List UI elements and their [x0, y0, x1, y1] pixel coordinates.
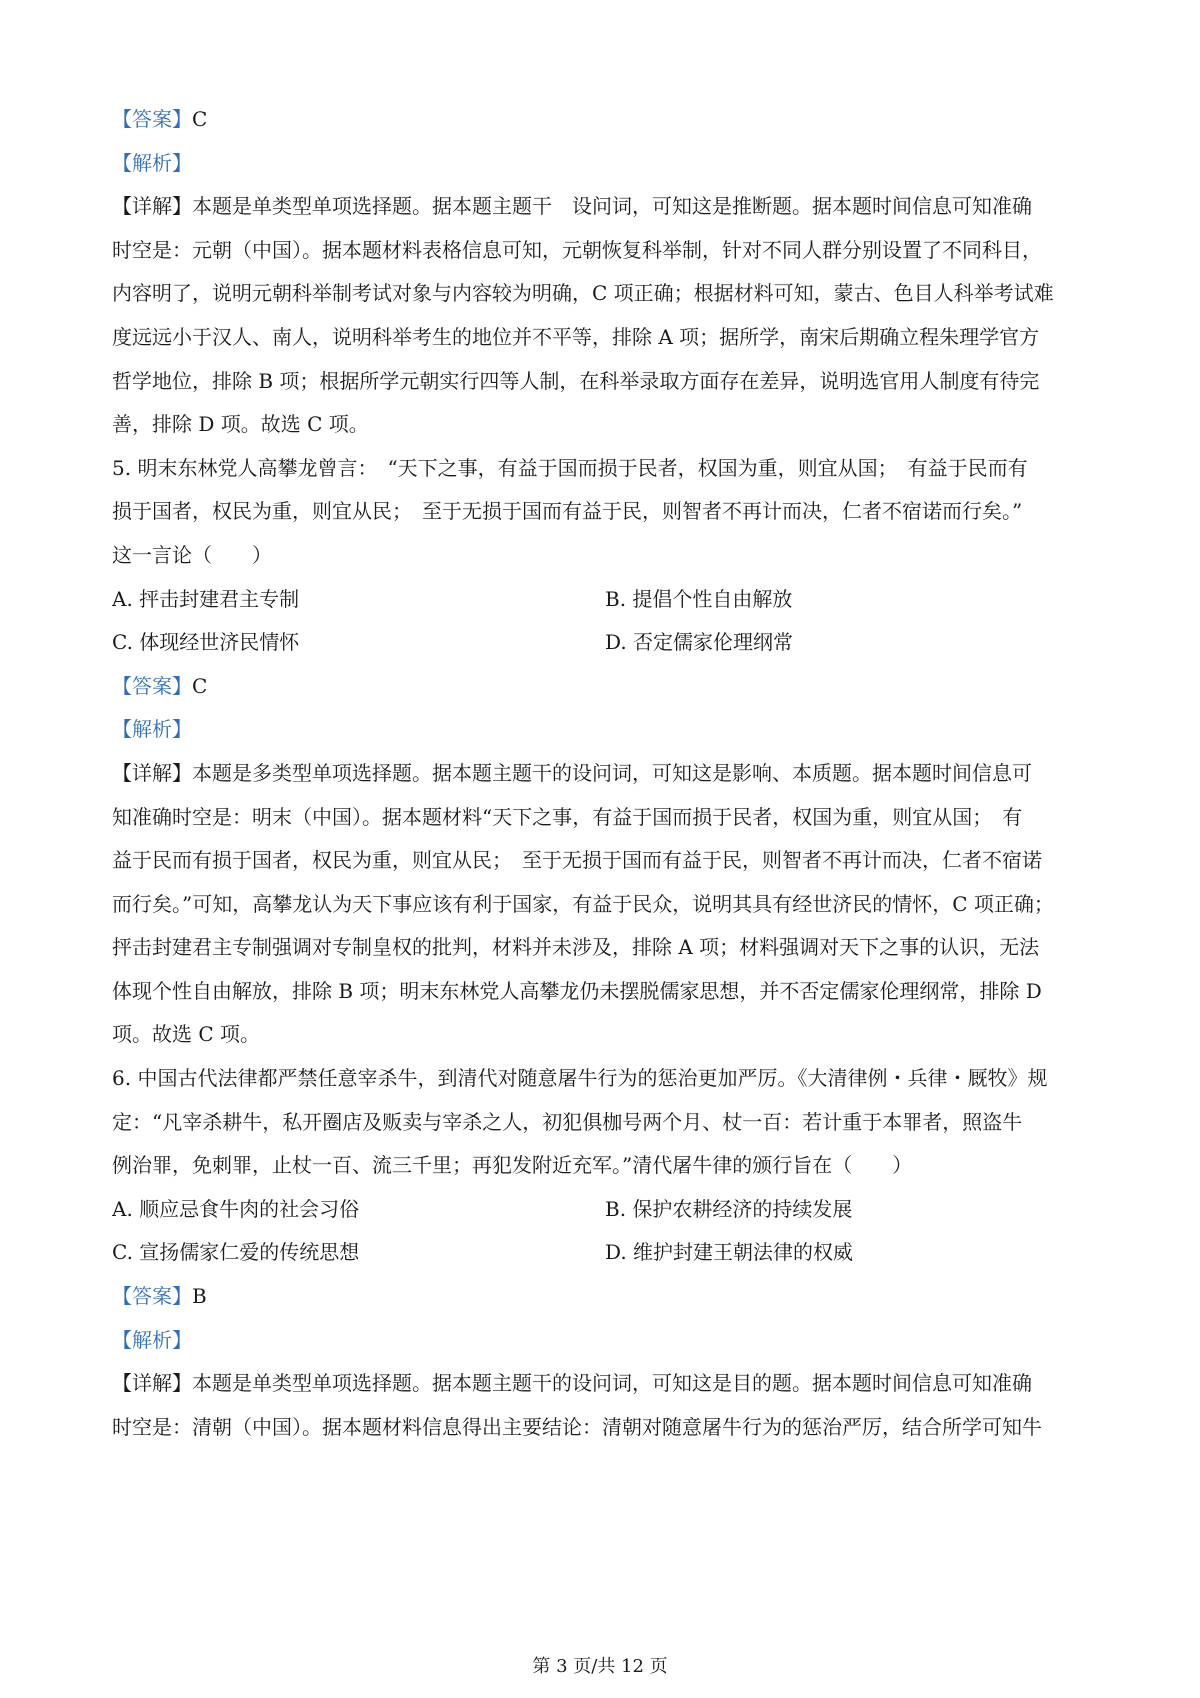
detail-text-line: 时空是：清朝（中国）。据本题材料信息得出主要结论：清朝对随意屠牛行为的惩治严厉，结合所学可知牛 — [112, 1414, 1042, 1439]
question-text-line: 5. 明末东林党人高攀龙曾言： “天下之事，有益于国而损于民者，权国为重，则宜从国； 有益于民而有 — [112, 455, 1028, 480]
page-footer: 第 3 页/共 12 页 — [532, 1656, 668, 1677]
answer-tag: 【答案】 — [112, 107, 192, 131]
options-row — [112, 578, 1108, 622]
analysis-line — [112, 1319, 1108, 1363]
detail-text-line: 体现个性自由解放，排除 B 项；明末东林党人高攀龙仍未摆脱儒家思想，并不否定儒家伦理纲常，排除 D — [112, 978, 1042, 1003]
option-choice: C. 宣扬儒家仁爱的传统思想 — [112, 1240, 360, 1265]
detail-text-line: 度远远小于汉人、南人，说明科举考生的地位并不平等，排除 A 项；据所学，南宋后期确立程朱理学官方 — [112, 324, 1040, 349]
detail-text-line: 而行矣。”可知，高攀龙认为天下事应该有利于国家，有益于民众，说明其具有经世济民的情怀，C 项正确； — [112, 891, 1054, 916]
detail-text-line: 善，排除 D 项。故选 C 项。 — [112, 412, 369, 437]
detail-text-line: 【详解】本题是单类型单项选择题。据本题主题干 设问词，可知这是推断题。据本题时间信息可知准确 — [112, 194, 1032, 219]
answer-tag: 【答案】 — [112, 1284, 192, 1309]
options-row — [112, 1188, 1108, 1232]
question-text-line: 损于国者，权民为重，则宜从民； 至于无损于国而有益于民，则智者不再计而决，仁者不宿诺而行矣。” — [112, 499, 1023, 524]
answer-line — [112, 665, 1108, 709]
analysis-line — [112, 708, 1108, 752]
option-choice: D. 维护封建王朝法律的权威 — [605, 1240, 854, 1265]
options-row — [112, 621, 1108, 665]
answer-tag: 【答案】 — [112, 673, 192, 698]
options-row — [112, 1231, 1108, 1275]
question-text-line: 6. 中国古代法律都严禁任意宰杀牛，到清代对随意屠牛行为的惩治更加严厉。《大清律例・兵律・厩牧》规 — [112, 1066, 1048, 1091]
detail-text-line: 项。故选 C 项。 — [112, 1022, 261, 1047]
page-content — [112, 98, 1108, 1449]
answer-line — [112, 1275, 1108, 1319]
analysis-tag: 【解析】 — [112, 1327, 192, 1352]
detail-text-line: 【详解】本题是多类型单项选择题。据本题主题干的设问词，可知这是影响、本质题。据本题时间信息可 — [112, 760, 1032, 785]
detail-text-line: 内容明了，说明元朝科举制考试对象与内容较为明确，C 项正确；根据材料可知，蒙古、色目人科举考试难 — [112, 281, 1054, 306]
detail-text-line: 时空是：元朝（中国）。据本题材料表格信息可知，元朝恢复科举制，针对不同人群分别设置了不同科目， — [112, 237, 1042, 262]
detail-text-line: 益于民而有损于国者，权民为重，则宜从民； 至于无损于国而有益于民，则智者不再计而决，仁者不宿诺 — [112, 848, 1042, 873]
question-text-line: 例治罪，免刺罪，止杖一百、流三千里；再犯发附近充军。”清代屠牛律的颁行旨在（ ） — [112, 1153, 913, 1178]
answer-value: B — [192, 1284, 207, 1309]
analysis-tag: 【解析】 — [112, 150, 192, 175]
question-text-line: 这一言论（ ） — [112, 542, 272, 567]
option-choice: B. 保护农耕经济的持续发展 — [605, 1196, 853, 1221]
answer-value: C — [192, 673, 208, 698]
option-choice: D. 否定儒家伦理纲常 — [605, 630, 794, 655]
option-choice: B. 提倡个性自由解放 — [605, 586, 793, 611]
option-choice: A. 顺应忌食牛肉的社会习俗 — [112, 1196, 360, 1221]
answer-value: C — [192, 107, 208, 131]
detail-text-line: 哲学地位，排除 B 项；根据所学元朝实行四等人制，在科举录取方面存在差异，说明选官用人制度有待完 — [112, 368, 1040, 393]
analysis-line — [112, 142, 1108, 186]
detail-text-line: 知准确时空是：明末（中国）。据本题材料“天下之事，有益于国而损于民者，权国为重，则宜从国； 有 — [112, 804, 1023, 829]
option-choice: C. 体现经世济民情怀 — [112, 630, 300, 655]
detail-text-line: 【详解】本题是单类型单项选择题。据本题主题干的设问词，可知这是目的题。据本题时间信息可知准确 — [112, 1371, 1032, 1396]
answer-line — [112, 98, 1108, 142]
question-text-line: 定：“凡宰杀耕牛，私开圈店及贩卖与宰杀之人，初犯俱枷号两个月、杖一百：若计重于本罪者，照盗牛 — [112, 1109, 1023, 1134]
analysis-tag: 【解析】 — [112, 717, 192, 742]
detail-text-line: 抨击封建君主专制强调对专制皇权的批判，材料并未涉及，排除 A 项；材料强调对天下之事的认识，无法 — [112, 935, 1040, 960]
option-choice: A. 抨击封建君主专制 — [112, 586, 300, 611]
